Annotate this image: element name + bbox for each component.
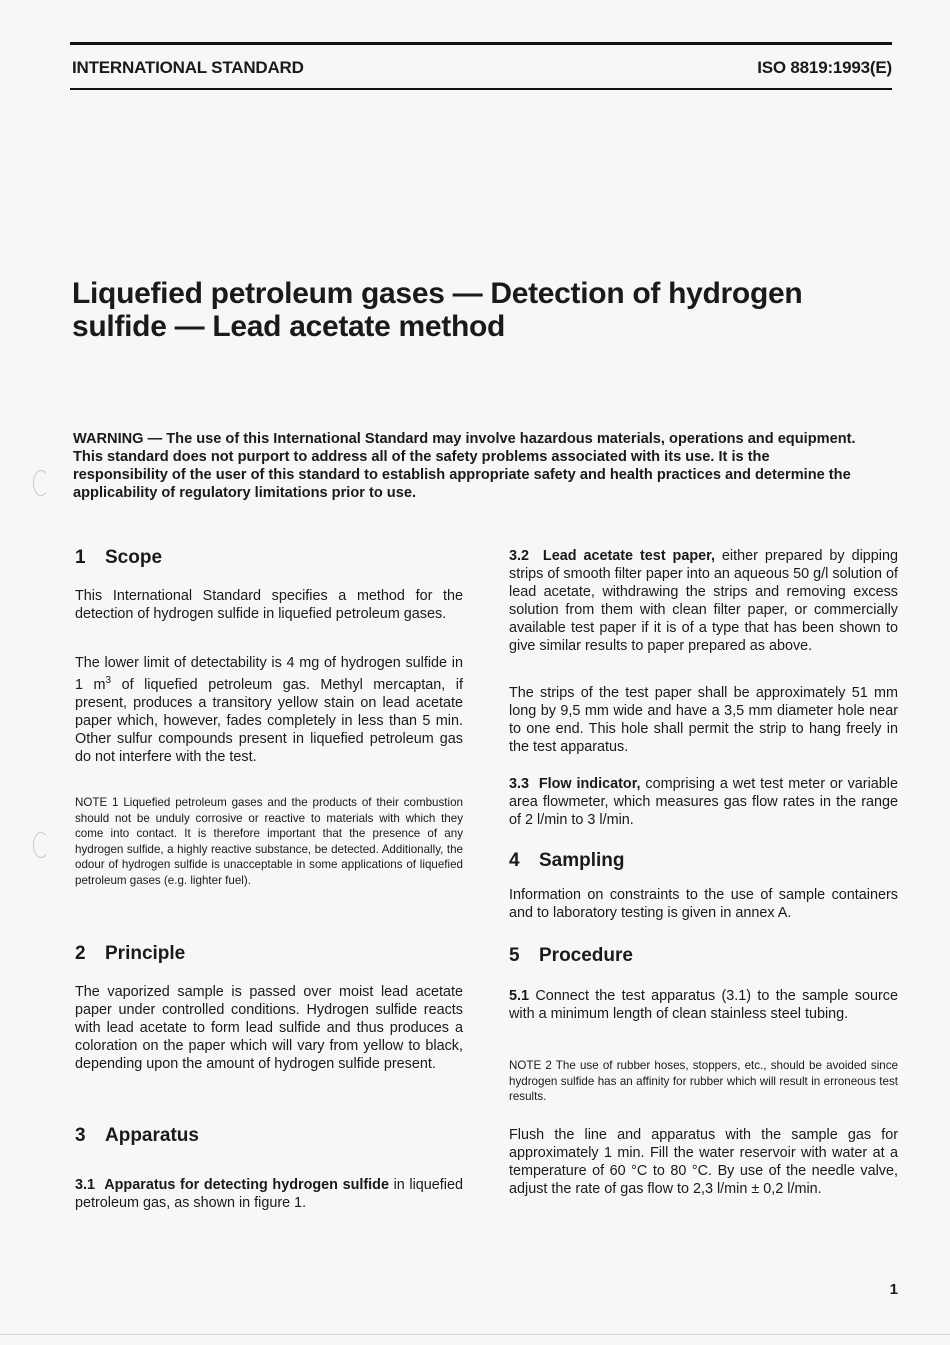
header-rule-bottom [70, 88, 892, 90]
sampling-paragraph: Information on constraints to the use of sample containers and to laboratory testing is given in annex A. [509, 887, 898, 921]
section-heading-procedure [509, 945, 633, 967]
section-number: 1 [75, 547, 86, 568]
warning-notice: WARNING — The use of this International Standard may involve hazardous materials, operations and equipment. This standard does not purport to address all of the safety problems associated with its use. It is the responsibility of the user of this standard to establish appropriate safety and health practices and determine the applicability of regulatory limitations prior to use. [73, 431, 856, 501]
section-heading-principle [75, 943, 185, 965]
subclause-3-1 [75, 1176, 463, 1212]
subclause-3-3 [509, 775, 898, 829]
scope-paragraph-1: This International Standard specifies a method for the detection of hydrogen sulfide in liquefied petroleum gases. [75, 588, 463, 622]
subclause-3-2 [509, 547, 898, 655]
superscript-three: 3 [105, 675, 112, 686]
header-rule-top [70, 42, 892, 45]
subclause-text: comprising a wet test meter or variable area flowmeter, which measures gas flow rates in the range of 2 l/min to 3 l/min. [509, 776, 898, 828]
header-standard-label: INTERNATIONAL STANDARD [72, 58, 304, 77]
note-2: NOTE 2 The use of rubber hoses, stoppers, etc., should be avoided since hydrogen sulfide has an affinity for rubber which will result in erroneous test results. [509, 1059, 898, 1104]
subclause-5-1 [509, 987, 898, 1023]
section-number: 3 [75, 1125, 86, 1146]
subclause-number: 3.2 [509, 548, 530, 564]
subclause-number: 5.1 [509, 988, 530, 1004]
procedure-paragraph: Flush the line and apparatus with the sample gas for approximately 1 min. Fill the water reservoir with water at a temperature of 60 °C to 80 °C. By use of the needle valve, adjust the rate of gas flow to 2,3 l/min ± 0,2 l/min. [509, 1127, 898, 1197]
section-heading-apparatus [75, 1125, 199, 1147]
section-title: Sampling [539, 850, 625, 871]
subclause-title: Apparatus for detecting hydrogen sulfide [104, 1177, 389, 1193]
section-title: Apparatus [105, 1125, 199, 1146]
subclause-number: 3.3 [509, 776, 530, 792]
header-document-id: ISO 8819:1993(E) [757, 58, 892, 77]
section-heading-scope [75, 547, 162, 569]
section-title: Procedure [539, 945, 633, 966]
scope-paragraph-2 [75, 654, 463, 766]
test-paper-dimensions-paragraph: The strips of the test paper shall be approximately 51 mm long by 9,5 mm wide and have a 3,5 mm diameter hole near to one end. This hole shall permit the strip to hang freely in the test apparatus. [509, 685, 898, 755]
subclause-title: Lead acetate test paper, [542, 548, 715, 564]
title-line-1: Liquefied petroleum gases — Detection of hydrogen [72, 277, 803, 310]
page-number: 1 [889, 1281, 898, 1298]
subclause-text: Connect the test apparatus (3.1) to the sample source with a minimum length of clean stainless steel tubing. [509, 988, 898, 1022]
scope-paragraph-2-part-a: The lower limit of detectability is 4 mg of hydrogen sulfide in 1 m [75, 655, 463, 693]
section-number: 4 [509, 850, 520, 871]
document-title [72, 277, 862, 343]
section-title: Principle [105, 943, 186, 964]
section-number: 5 [509, 945, 520, 966]
section-number: 2 [75, 943, 86, 964]
subclause-title: Flow indicator, [538, 776, 641, 792]
subclause-number: 3.1 [75, 1177, 96, 1193]
scope-paragraph-2-part-b: of liquefied petroleum gas. Methyl mercaptan, if present, produces a transitory yellow stain on lead acetate paper which, however, fades completely in less than 5 min. Other sulfur compounds present in liquefied petroleum gas do not interfere with the test. [75, 676, 463, 765]
title-line-2: sulfide — Lead acetate method [72, 310, 506, 343]
scan-edge-line [0, 1334, 950, 1335]
punch-hole-mark [33, 832, 49, 858]
punch-hole-mark [33, 470, 49, 496]
subclause-text: either prepared by dipping strips of smooth filter paper into an aqueous 50 g/l solution of lead acetate, withdrawing the strips and removing excess solution from them with clean filter paper, or commercially available test paper if it is of a type that has been shown to give similar results to paper prepared as above. [509, 548, 898, 654]
principle-paragraph: The vaporized sample is passed over moist lead acetate paper under controlled conditions. Hydrogen sulfide reacts with lead acetate to form lead sulfide and thus produces a coloration on the paper which will vary from yellow to black, depending upon the amount of hydrogen sulfide present. [75, 984, 463, 1072]
section-heading-sampling [509, 850, 625, 872]
section-title: Scope [105, 547, 163, 568]
subclause-text: in liquefied petroleum gas, as shown in figure 1. [75, 1177, 463, 1211]
note-1: NOTE 1 Liquefied petroleum gases and the products of their combustion should not be unduly corrosive or reactive to materials with which they come into contact. It is therefore important that the presence of any hydrogen sulfide, a highly reactive substance, be detected. Additionally, the odour of hydrogen sulfide is unacceptable in some applications of liquefied petroleum gases (e.g. lighter fuel). [75, 796, 463, 887]
